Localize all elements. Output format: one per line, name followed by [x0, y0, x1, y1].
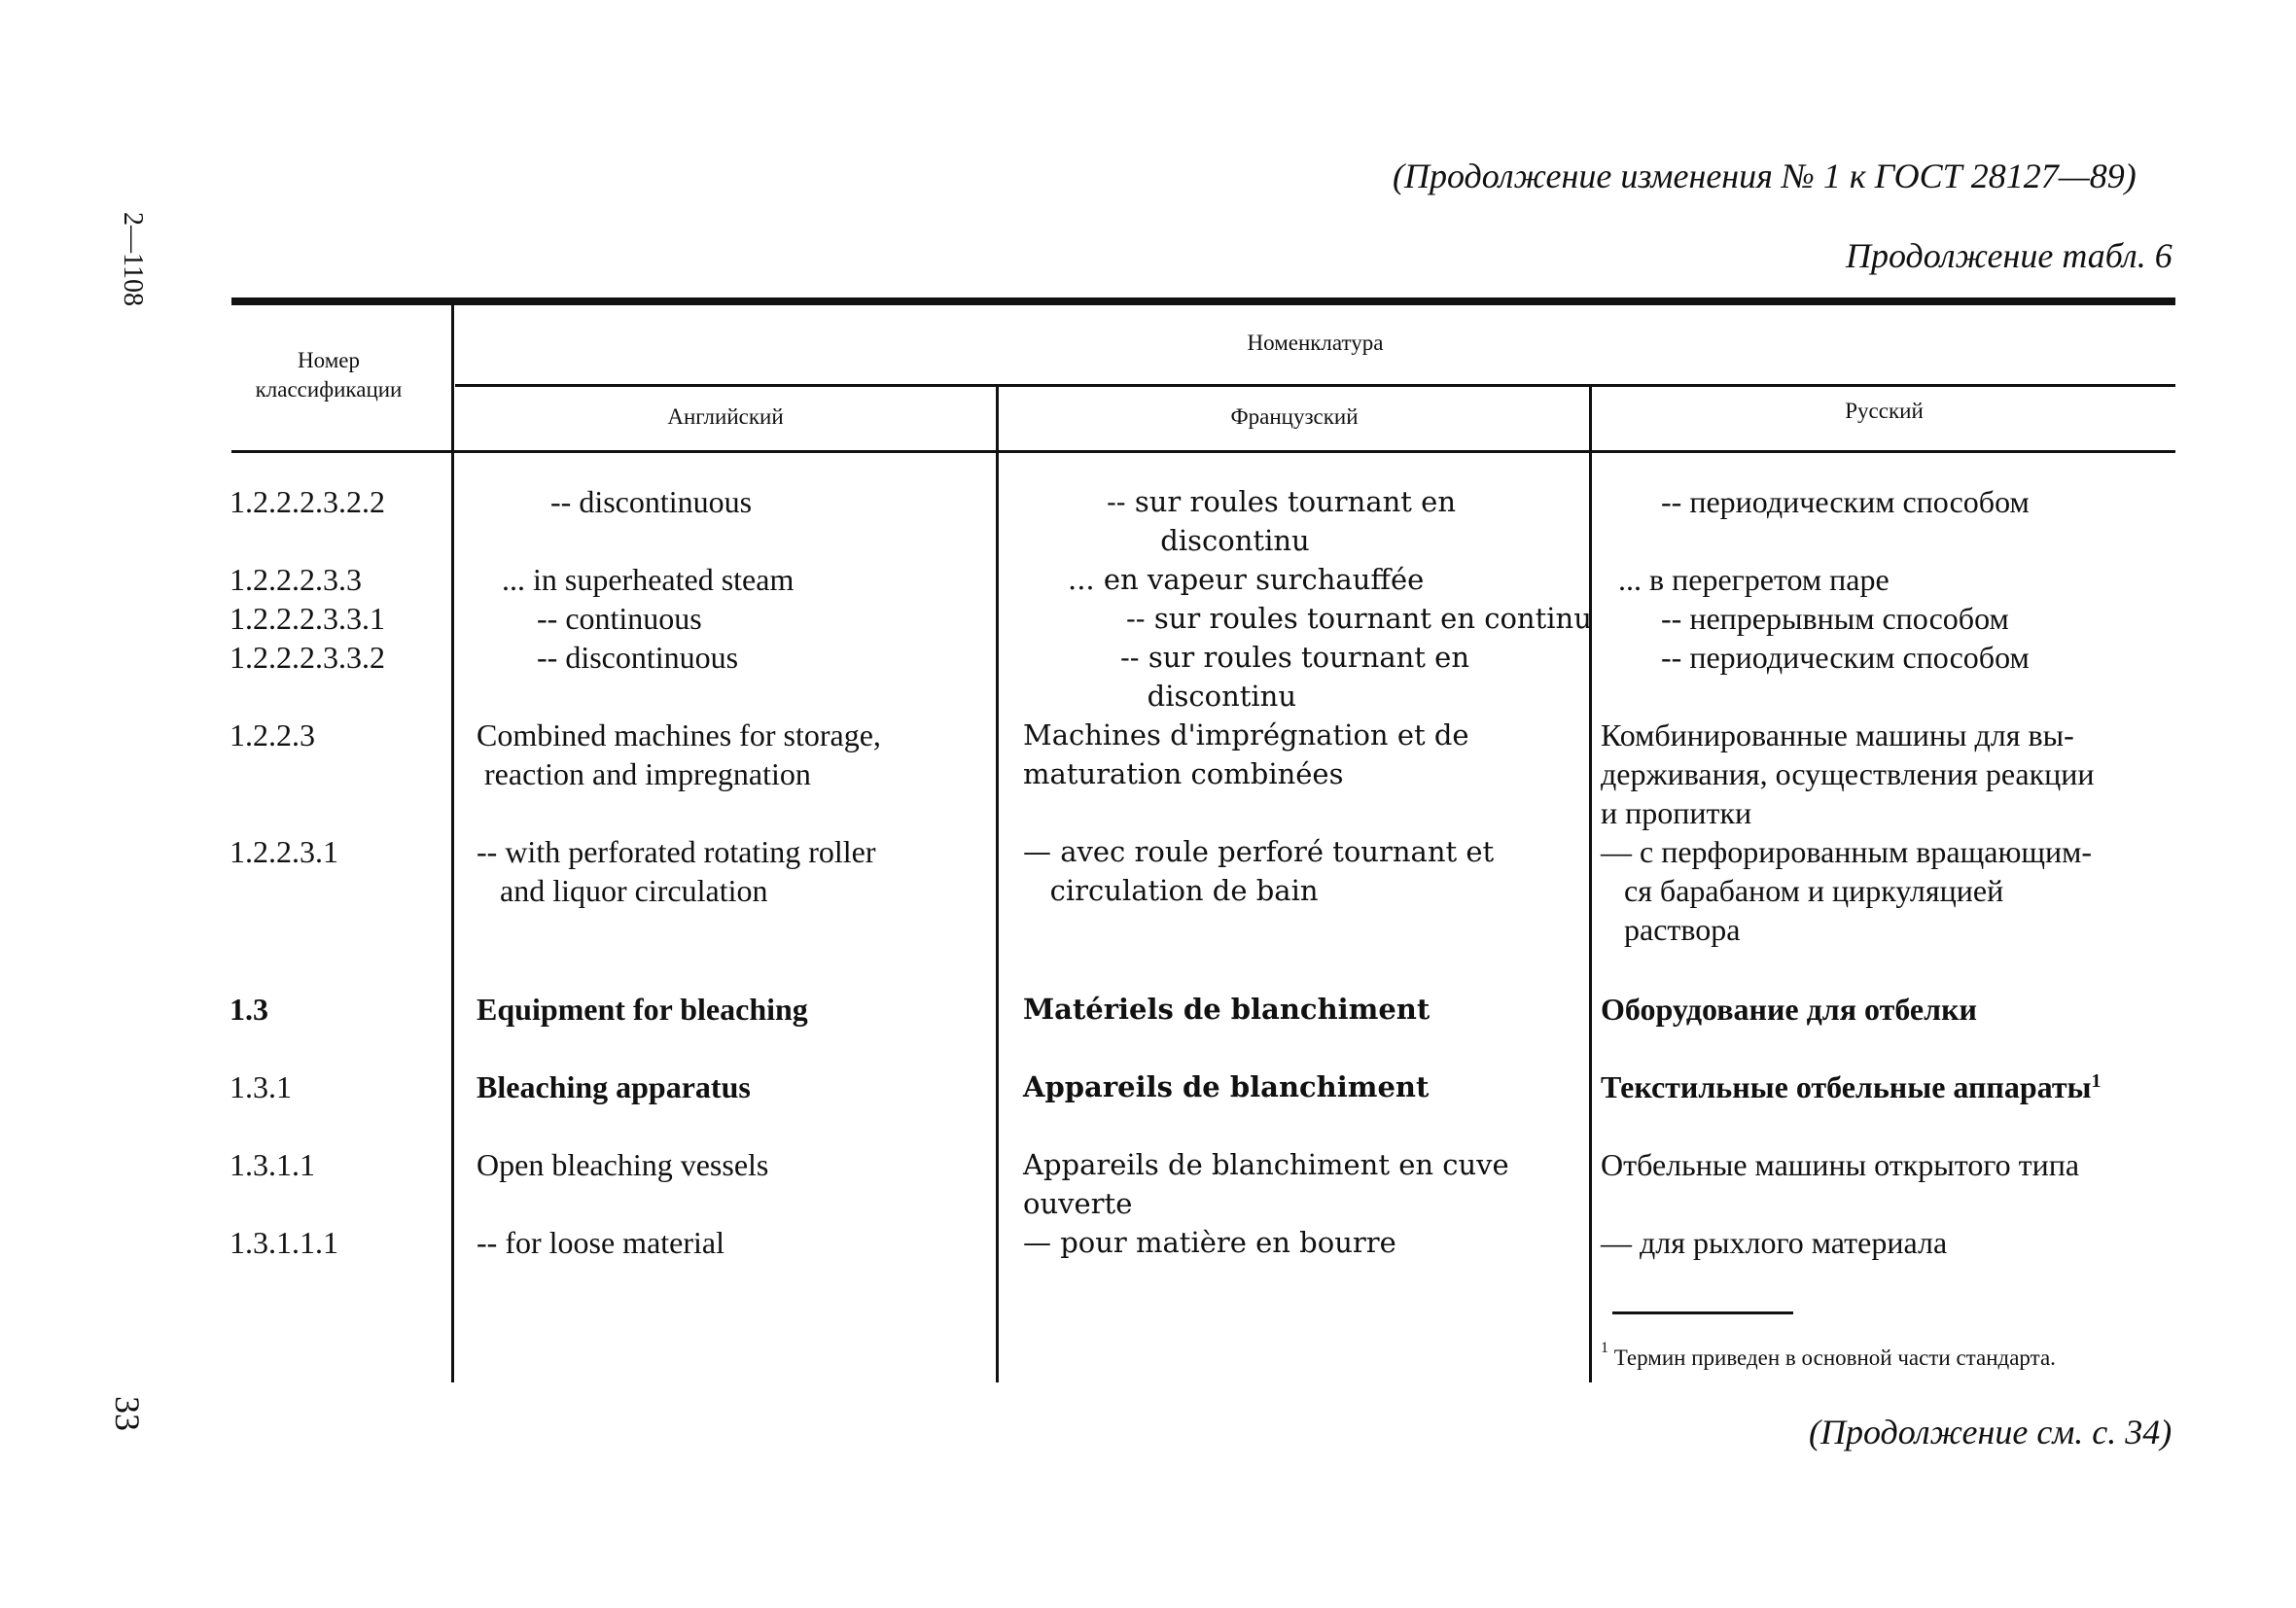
row-french: — pour matière en bourre — [1023, 1226, 1396, 1259]
page-number: 33 — [108, 1396, 147, 1431]
column-divider-3 — [1589, 385, 1592, 1382]
table-continuation-label: Продолжение табл. 6 — [1846, 236, 2172, 275]
header-nomenclature: Номенклатура — [1247, 331, 1384, 355]
row-english: -- continuous — [537, 601, 702, 636]
row-french: Machines d'imprégnation et de maturation combinées — [1023, 718, 1469, 790]
row-russian: Текстильные отбельные аппараты — [1601, 1069, 2092, 1104]
row-french: Appareils de blanchiment — [1023, 1070, 1430, 1103]
row-number: 1.2.2.2.3.2.2 — [230, 484, 385, 519]
row-number: 1.3.1 — [230, 1069, 292, 1104]
row-english: Bleaching apparatus — [477, 1069, 751, 1104]
row-english: -- with perforated rotating roller and liquor circulation — [477, 834, 876, 908]
row-english: -- for loose material — [477, 1225, 724, 1260]
row-russian: -- периодическим способом — [1661, 484, 2030, 519]
row-french: -- sur roules tournant en discontinu — [1120, 641, 1470, 713]
row-russian-with-footnote — [1601, 1067, 2102, 1106]
row-french: -- sur roules tournant en continu — [1126, 602, 1592, 635]
footnote-rule — [1612, 1311, 1793, 1314]
row-number: 1.3 — [230, 992, 268, 1027]
row-french: Appareils de blanchiment en cuve ouverte — [1023, 1148, 1509, 1220]
row-english: Combined machines for storage, reaction and impregnation — [477, 717, 881, 791]
continued-note: (Продолжение см. с. 34) — [1809, 1413, 2172, 1451]
row-russian: — для рыхлого материала — [1601, 1225, 1948, 1260]
column-divider-2 — [996, 385, 999, 1382]
header-number: Номер классификации — [255, 348, 403, 402]
row-russian: — с перфорированным вращающим- ся барабаном и циркуляцией раствора — [1601, 834, 2093, 947]
row-english: Open bleaching vessels — [477, 1147, 769, 1182]
row-russian: Оборудование для отбелки — [1601, 992, 1977, 1027]
footnote-text: Термин приведен в основной части стандарта. — [1608, 1346, 2056, 1370]
header-russian: Русский — [1845, 399, 1924, 423]
footnote-marker: 1 — [2091, 1070, 2102, 1092]
row-russian: Отбельные машины открытого типа — [1601, 1147, 2080, 1182]
column-divider-1 — [451, 303, 454, 1382]
header-french: Французский — [1230, 404, 1359, 429]
row-number: 1.3.1.1.1 — [230, 1225, 338, 1260]
header-english: Английский — [667, 404, 784, 429]
table-top-rule — [231, 297, 2175, 305]
row-french: -- sur roules tournant en discontinu — [1107, 485, 1457, 557]
row-russian: -- периодическим способом — [1661, 640, 2030, 675]
row-english: -- discontinuous — [537, 640, 739, 675]
row-english: Equipment for bleaching — [477, 992, 808, 1027]
row-english: -- discontinuous — [550, 484, 753, 519]
row-russian: ... в перегретом паре — [1618, 562, 1890, 597]
nomenclature-divider — [455, 384, 2175, 387]
header-bottom-rule — [231, 450, 2175, 453]
row-number: 1.2.2.2.3.3.2 — [230, 640, 385, 675]
row-french: ... en vapeur surchauffée — [1068, 563, 1425, 596]
row-number: 1.2.2.3 — [230, 717, 315, 752]
row-russian: Комбинированные машины для вы- держивания, осуществления реакции и пропитки — [1601, 717, 2095, 830]
running-header: (Продолжение изменения № 1 к ГОСТ 28127—89) — [1393, 157, 2137, 195]
side-code: 2—1108 — [118, 212, 148, 306]
footnote-mark: 1 — [1601, 1340, 1608, 1356]
row-number: 1.2.2.3.1 — [230, 834, 338, 869]
row-number: 1.2.2.2.3.3.1 — [230, 601, 385, 636]
row-number: 1.2.2.2.3.3 — [230, 562, 362, 597]
row-french: — avec roule perforé tournant et circulation de bain — [1023, 835, 1495, 907]
row-english: ... in superheated steam — [502, 562, 795, 597]
row-french: Matériels de blanchiment — [1023, 993, 1431, 1026]
footnote — [1601, 1340, 2056, 1371]
row-number: 1.3.1.1 — [230, 1147, 315, 1182]
row-russian: -- непрерывным способом — [1661, 601, 2009, 636]
